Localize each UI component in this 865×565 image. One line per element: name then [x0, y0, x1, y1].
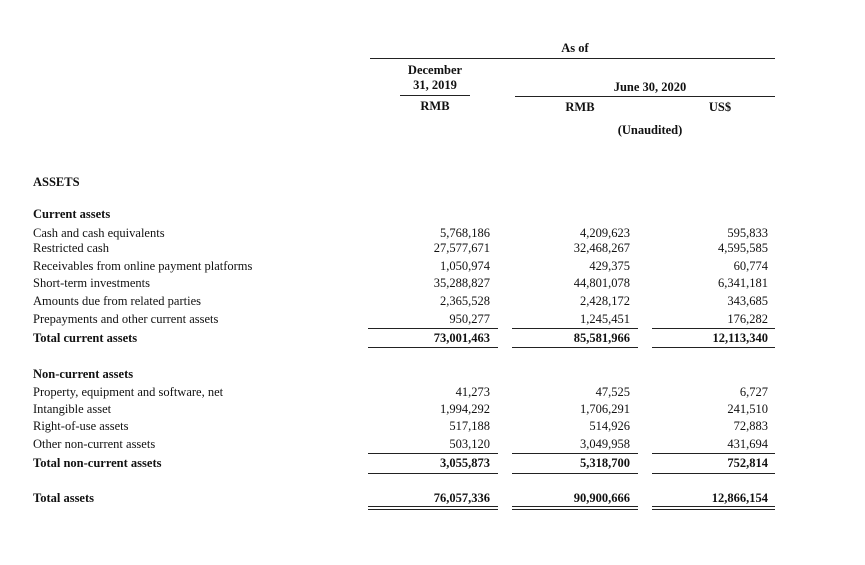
unaudited-label: (Unaudited) — [617, 123, 683, 137]
col23-date-header: June 30, 2020 — [613, 80, 687, 94]
current-assets-title: Current assets — [33, 207, 111, 221]
cell-dec2019: 27,577,671 — [433, 241, 490, 255]
total-noncurrent-label: Total non-current assets — [33, 456, 162, 470]
row-label: Restricted cash — [33, 241, 110, 255]
total-assets-jun2020-usd: 12,866,154 — [711, 491, 768, 505]
cell-dec2019: 5,768,186 — [440, 226, 490, 240]
cell-dec2019: 41,273 — [455, 385, 490, 399]
cell-jun2020-usd: 6,727 — [739, 385, 768, 399]
total-current-dec2019: 73,001,463 — [433, 331, 490, 345]
total-noncurrent-dec2019: 3,055,873 — [440, 456, 490, 470]
assets-title: ASSETS — [33, 175, 80, 189]
cell-dec2019: 1,994,292 — [440, 402, 490, 416]
cell-jun2020-usd: 6,341,181 — [718, 276, 768, 290]
row-label: Short-term investments — [33, 276, 150, 290]
total-rule — [368, 473, 498, 474]
cell-jun2020-usd: 343,685 — [727, 294, 768, 308]
col1-currency: RMB — [420, 99, 450, 113]
cell-jun2020-rmb: 2,428,172 — [580, 294, 630, 308]
col3-currency: US$ — [708, 100, 732, 114]
row-label: Property, equipment and software, net — [33, 385, 224, 399]
total-assets-jun2020-rmb: 90,900,666 — [573, 491, 630, 505]
cell-jun2020-usd: 176,282 — [727, 312, 768, 326]
total-noncurrent-jun2020-rmb: 5,318,700 — [580, 456, 630, 470]
total-rule — [652, 473, 775, 474]
total-current-label: Total current assets — [33, 331, 138, 345]
subtotal-rule — [368, 328, 498, 329]
double-rule-top — [368, 506, 498, 507]
cell-jun2020-rmb: 47,525 — [595, 385, 630, 399]
cell-jun2020-usd: 241,510 — [727, 402, 768, 416]
total-noncurrent-jun2020-usd: 752,814 — [727, 456, 768, 470]
as-of-header: As of — [561, 41, 589, 55]
cell-jun2020-rmb: 44,801,078 — [573, 276, 630, 290]
double-rule-top — [512, 506, 638, 507]
cell-dec2019: 2,365,528 — [440, 294, 490, 308]
cell-dec2019: 503,120 — [449, 437, 490, 451]
col1-header-line2: 31, 2019 — [413, 78, 457, 92]
col1-header-line1: December — [407, 63, 463, 77]
col2-currency: RMB — [565, 100, 595, 114]
cell-dec2019: 950,277 — [449, 312, 490, 326]
total-assets-label: Total assets — [33, 491, 95, 505]
total-assets-dec2019: 76,057,336 — [433, 491, 490, 505]
cell-jun2020-rmb: 4,209,623 — [580, 226, 630, 240]
double-rule-top — [652, 506, 775, 507]
cell-jun2020-rmb: 3,049,958 — [580, 437, 630, 451]
double-rule-bottom — [512, 509, 638, 510]
cell-jun2020-usd: 60,774 — [733, 259, 768, 273]
row-label: Amounts due from related parties — [33, 294, 202, 308]
as-of-rule — [370, 58, 775, 59]
cell-jun2020-usd: 595,833 — [727, 226, 768, 240]
noncurrent-assets-title: Non-current assets — [33, 367, 134, 381]
cell-dec2019: 35,288,827 — [433, 276, 490, 290]
cell-dec2019: 517,188 — [449, 419, 490, 433]
cell-jun2020-rmb: 514,926 — [589, 419, 630, 433]
subtotal-rule — [652, 453, 775, 454]
total-rule — [512, 347, 638, 348]
total-rule — [512, 473, 638, 474]
cell-jun2020-usd: 72,883 — [733, 419, 768, 433]
subtotal-rule — [368, 453, 498, 454]
total-rule — [652, 347, 775, 348]
total-current-jun2020-rmb: 85,581,966 — [573, 331, 630, 345]
cell-jun2020-rmb: 32,468,267 — [573, 241, 630, 255]
total-rule — [368, 347, 498, 348]
row-label: Prepayments and other current assets — [33, 312, 219, 326]
cell-jun2020-usd: 4,595,585 — [718, 241, 768, 255]
row-label: Cash and cash equivalents — [33, 226, 165, 240]
col1-header-rule — [400, 95, 470, 96]
subtotal-rule — [512, 453, 638, 454]
double-rule-bottom — [652, 509, 775, 510]
row-label: Receivables from online payment platforms — [33, 259, 253, 273]
cell-dec2019: 1,050,974 — [440, 259, 490, 273]
double-rule-bottom — [368, 509, 498, 510]
cell-jun2020-rmb: 1,706,291 — [580, 402, 630, 416]
subtotal-rule — [512, 328, 638, 329]
row-label: Intangible asset — [33, 402, 112, 416]
row-label: Right-of-use assets — [33, 419, 129, 433]
cell-jun2020-rmb: 429,375 — [589, 259, 630, 273]
subtotal-rule — [652, 328, 775, 329]
cell-jun2020-usd: 431,694 — [727, 437, 768, 451]
total-current-jun2020-usd: 12,113,340 — [712, 331, 768, 345]
cell-jun2020-rmb: 1,245,451 — [580, 312, 630, 326]
row-label: Other non-current assets — [33, 437, 156, 451]
col23-header-rule — [515, 96, 775, 97]
